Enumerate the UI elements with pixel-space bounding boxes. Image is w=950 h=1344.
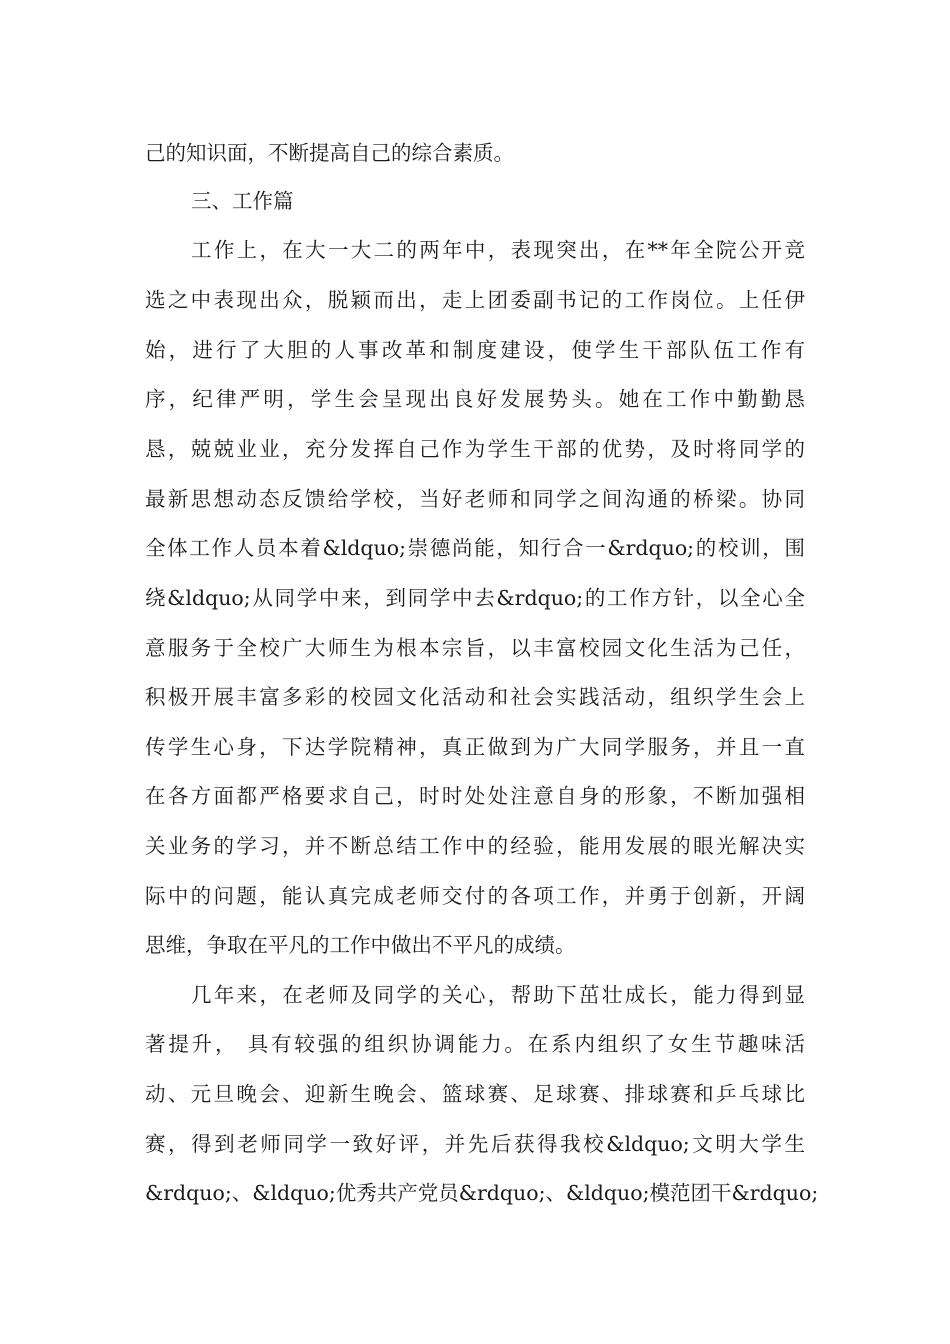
text-line: 际中的问题，能认真完成老师交付的各项工作，并勇于创新，开阔 [145,884,805,908]
text-line: 序，纪律严明，学生会呈现出良好发展势头。她在工作中勤勤恳 [145,387,805,411]
text-line: 意服务于全校广大师生为根本宗旨，以丰富校园文化生活为己任， [145,636,805,660]
text-line: 著提升， 具有较强的组织协调能力。在系内组织了女生节趣味活 [145,1032,805,1056]
text-line: 始，进行了大胆的人事改革和制度建设，使学生干部队伍工作有 [145,338,805,362]
text-line: 全体工作人员本着&ldquo;崇德尚能，知行合一&rdquo;的校训，围 [145,536,805,560]
text-line: 在各方面都严格要求自己，时时处处注意自身的形象，不断加强相 [145,784,805,808]
text-line: 积极开展丰富多彩的校园文化活动和社会实践活动，组织学生会上 [145,685,805,709]
text-line: 赛，得到老师同学一致好评，并先后获得我校&ldquo;文明大学生 [145,1132,805,1156]
text-line: 传学生心身，下达学院精神，真正做到为广大同学服务，并且一直 [145,735,805,759]
text-line: 己的知识面，不断提高自己的综合素质。 [145,141,514,165]
section-heading: 三、工作篇 [191,189,294,213]
text-line: 最新思想动态反馈给学校，当好老师和同学之间沟通的桥梁。协同 [145,487,805,511]
text-line: 选之中表现出众，脱颖而出，走上团委副书记的工作岗位。上任伊 [145,288,805,312]
text-line: 动、元旦晚会、迎新生晚会、篮球赛、足球赛、排球赛和乒乓球比 [145,1082,805,1106]
text-line: 几年来，在老师及同学的关心，帮助下茁壮成长，能力得到显 [191,983,805,1007]
text-line: 恳，兢兢业业，充分发挥自己作为学生干部的优势，及时将同学的 [145,437,805,461]
text-line: 工作上，在大一大二的两年中，表现突出，在**年全院公开竞 [191,238,805,262]
text-line: 思维，争取在平凡的工作中做出不平凡的成绩。 [145,933,576,957]
text-line: &rdquo;、&ldquo;优秀共产党员&rdquo;、&ldquo;模范团干&rdquo; [145,1181,819,1205]
text-line: 关业务的学习，并不断总结工作中的经验，能用发展的眼光解决实 [145,834,805,858]
text-line: 绕&ldquo;从同学中来，到同学中去&rdquo;的工作方针，以全心全 [145,586,805,610]
